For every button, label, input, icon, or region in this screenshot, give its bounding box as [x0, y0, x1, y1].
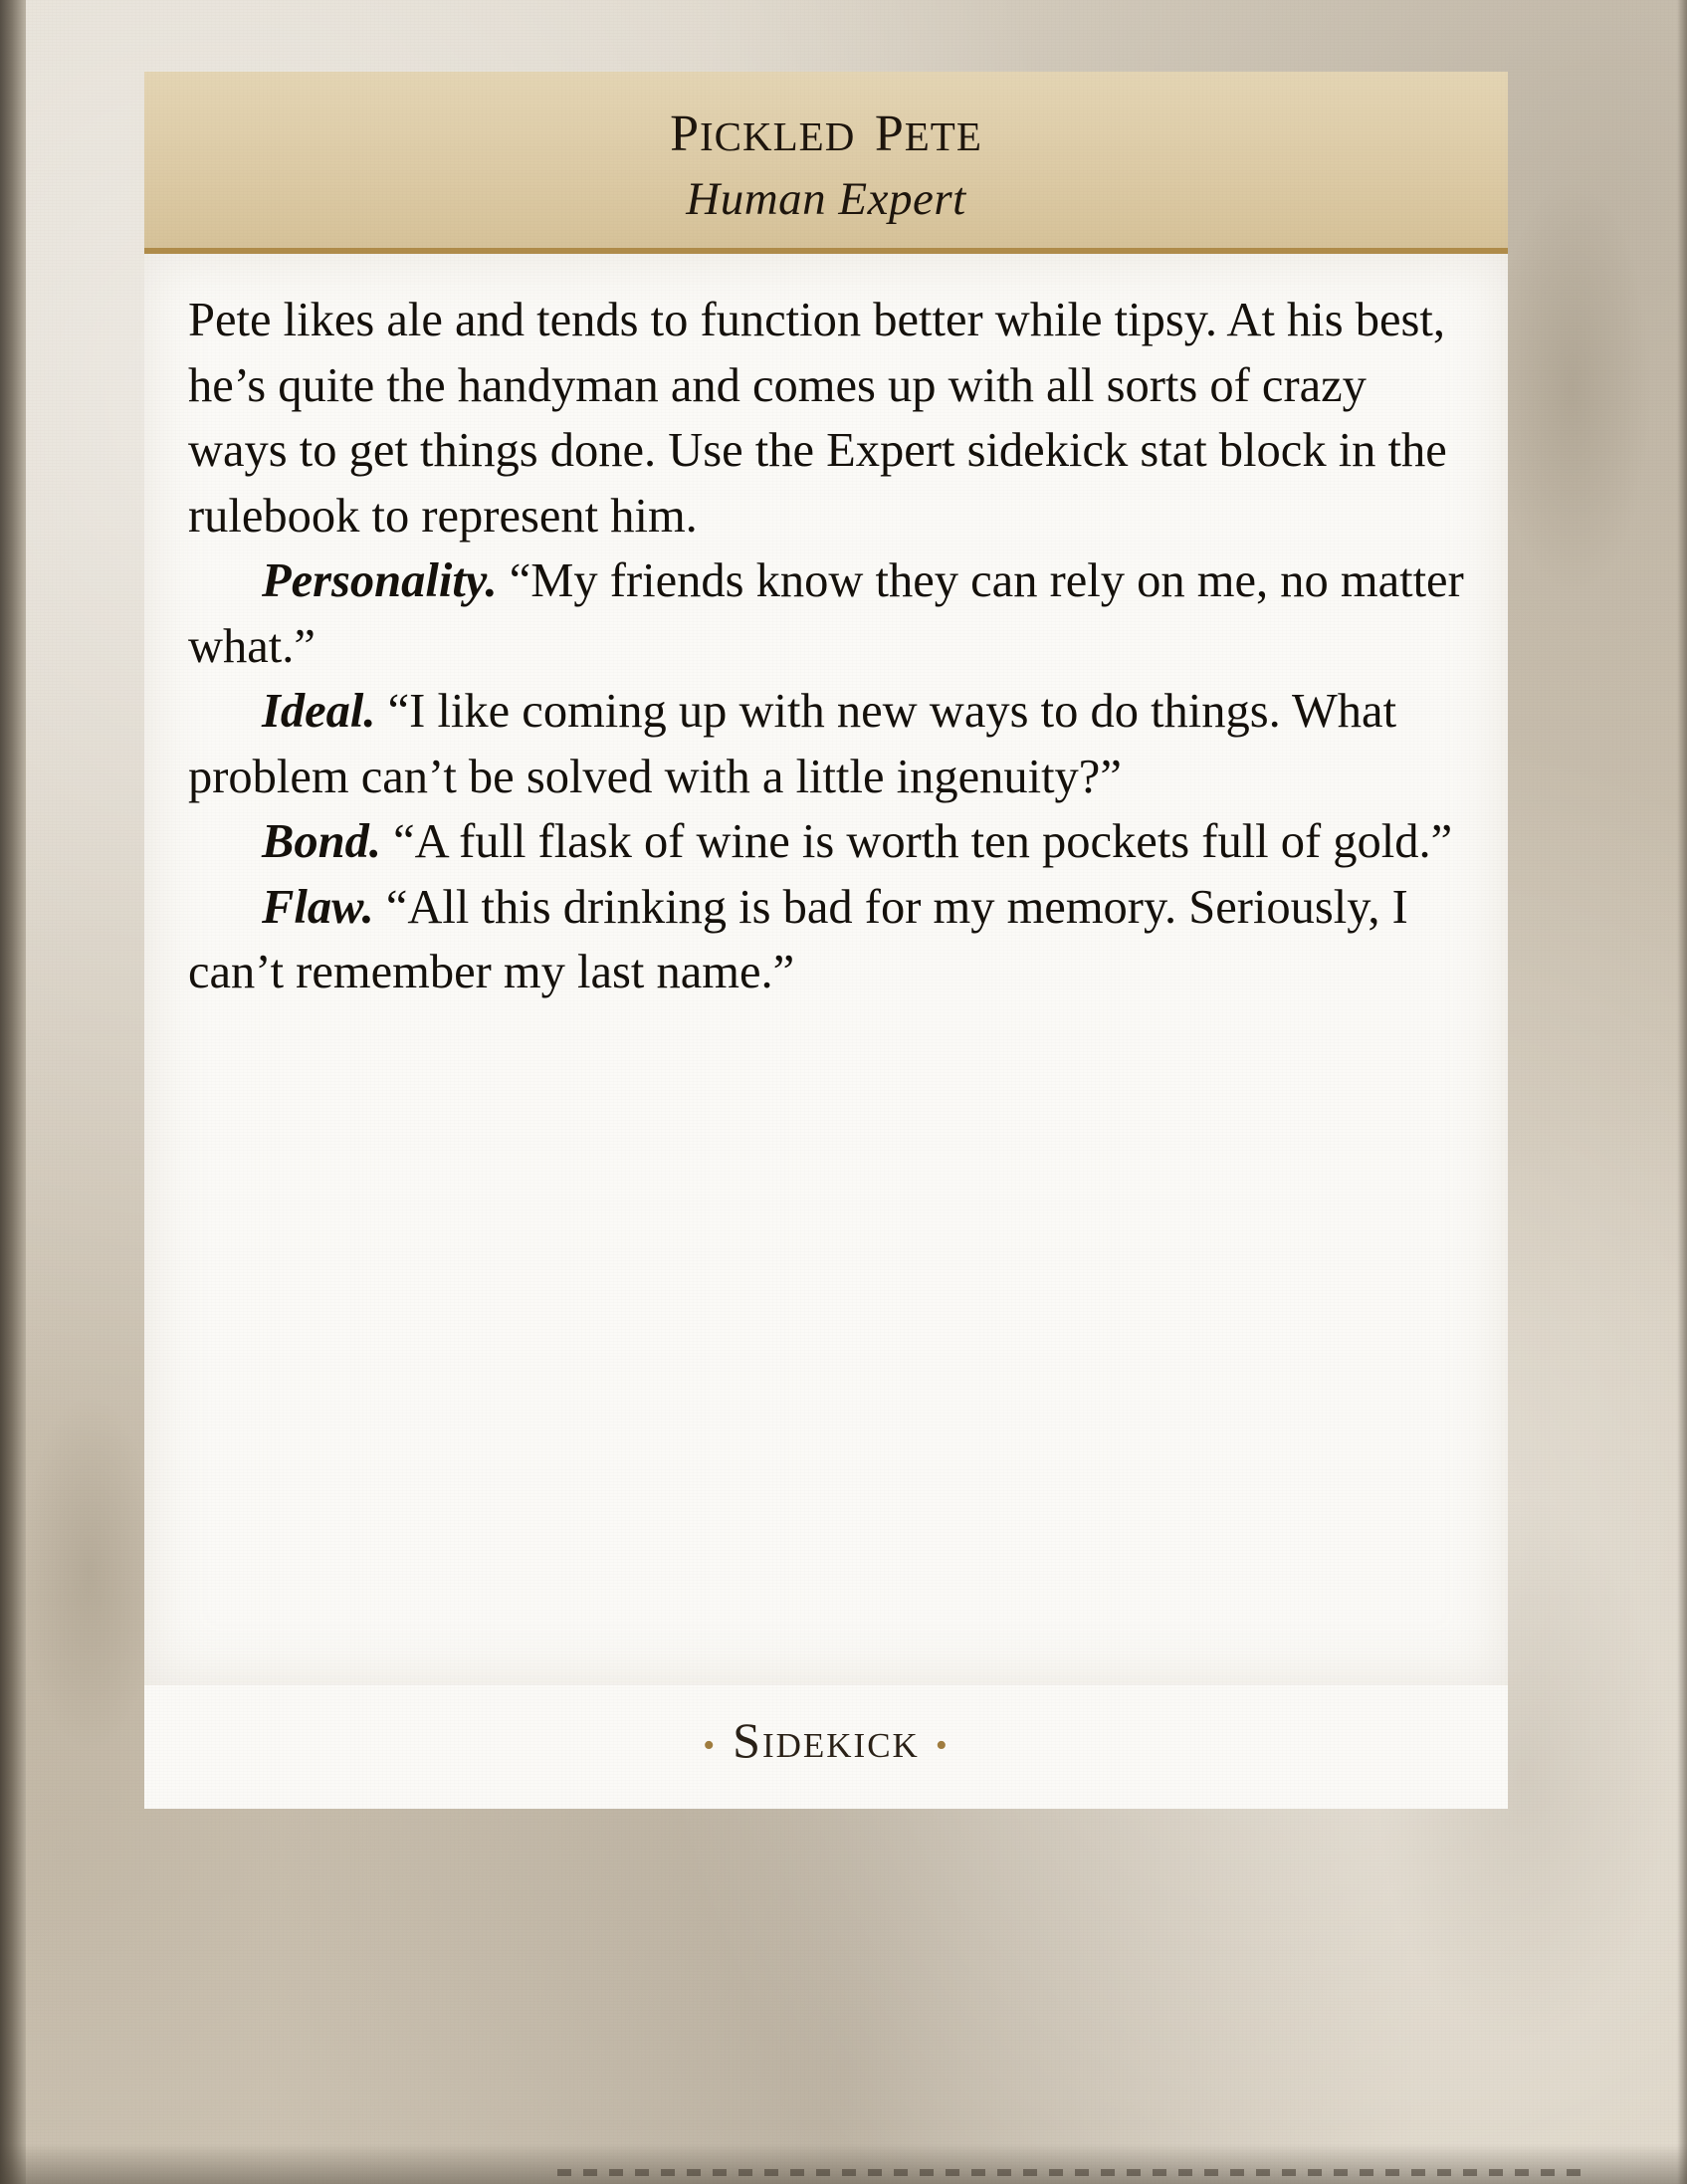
bullet-dot-left-icon: • [703, 1727, 718, 1764]
trait-text-ideal: “I like coming up with new ways to do things. What problem can’t be solved with a little ingenuity?” [188, 685, 1397, 803]
stat-block-footer [144, 1685, 1508, 1809]
page-bottom-dashed-rule [557, 2169, 1582, 2176]
title-initial-2: p [874, 86, 905, 167]
page-bottom-shadow [0, 2144, 1687, 2184]
trait-ideal [188, 679, 1464, 809]
trait-flaw [188, 875, 1464, 1005]
trait-text-personality: “My friends know they can rely on me, no matter what.” [188, 554, 1464, 673]
stat-block-card [144, 72, 1508, 1809]
trait-personality [188, 548, 1464, 679]
trait-label-flaw: Flaw. [262, 880, 374, 934]
bullet-dot-right-icon: • [935, 1727, 949, 1764]
page-gutter-shadow-right [1677, 0, 1687, 2184]
trait-label-ideal: Ideal. [262, 685, 376, 739]
title-rest-2: ete [904, 99, 982, 163]
trait-bond [188, 809, 1464, 874]
title-initial-1: p [670, 86, 701, 167]
title-rest-1: ickled [700, 99, 856, 163]
trait-text-flaw: “All this drinking is bad for my memory. Seriously, I can’t remember my last name.” [188, 880, 1408, 999]
trait-text-bond: “A full flask of wine is worth ten pockets full of gold.” [393, 815, 1453, 869]
page-title [164, 86, 1488, 167]
stat-block-header [144, 72, 1508, 254]
description-paragraph: Pete likes ale and tends to function better while tipsy. At his best, he’s quite the handyman and comes up with all sorts of crazy ways to get things done. Use the Expert sidekick stat block in the rulebook to represent him. [188, 294, 1447, 543]
footer-label: Sidekick [733, 1712, 920, 1769]
creature-type-subtitle: Human Expert [686, 173, 966, 226]
paper-smudge [20, 1394, 159, 1752]
trait-label-bond: Bond. [262, 815, 381, 869]
stat-block-body [144, 254, 1508, 1685]
trait-label-personality: Personality. [262, 554, 498, 608]
paper-smudge [1493, 179, 1652, 597]
page-gutter-shadow-left [0, 0, 26, 2184]
